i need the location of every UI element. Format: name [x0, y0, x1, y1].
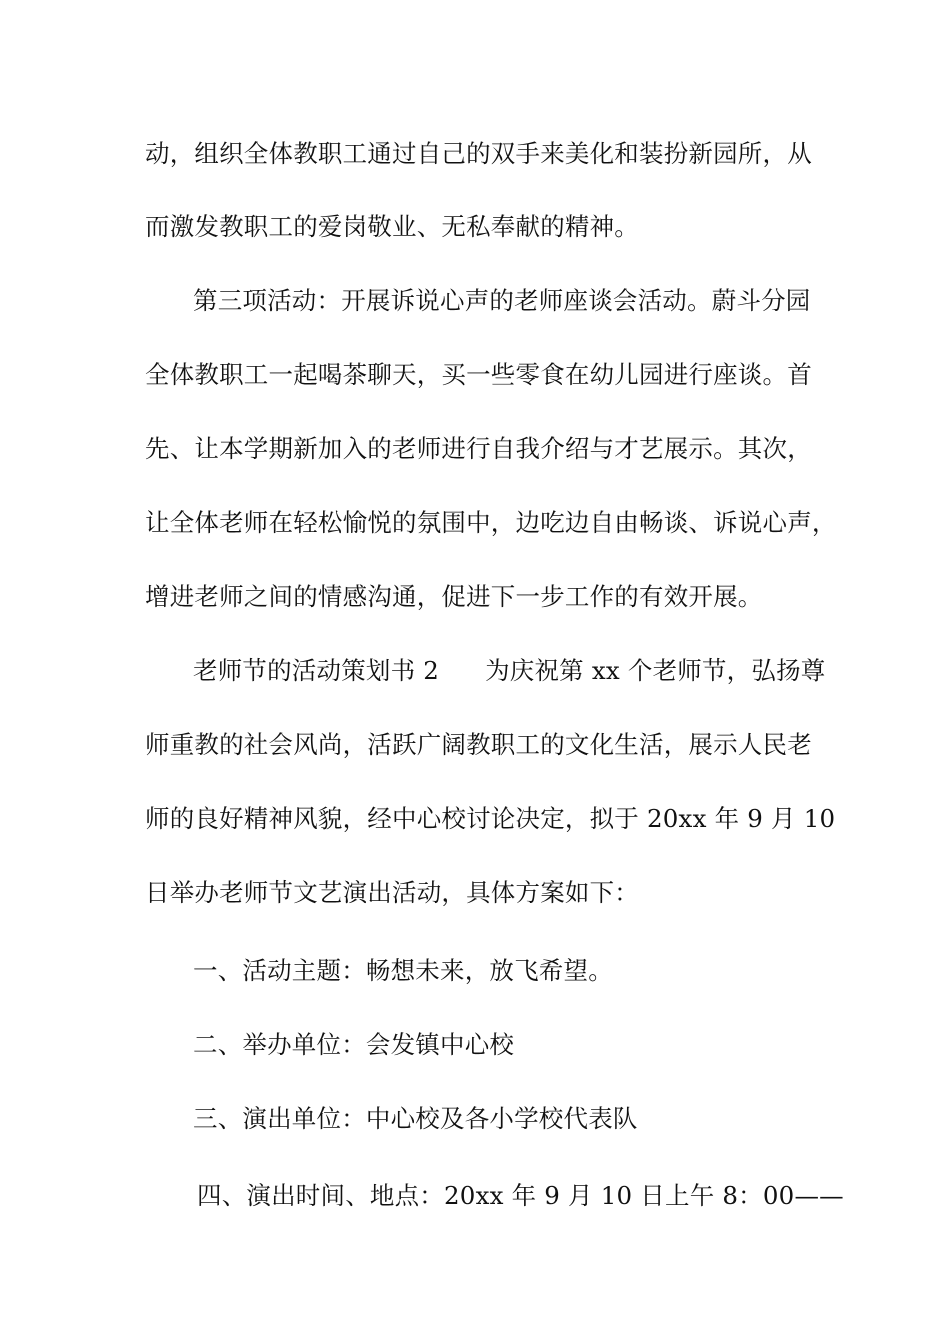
body-text-line: 先、让本学期新加入的老师进行自我介绍与才艺展示。其次，: [145, 434, 812, 463]
section-title: 老师节的活动策划书 2: [193, 656, 440, 685]
body-text-line: 全体教职工一起喝茶聊天，买一些零食在幼儿园进行座谈。首: [145, 360, 812, 389]
body-text-line: 动，组织全体教职工通过自己的双手来美化和装扮新园所，从: [145, 139, 812, 168]
body-text-line: 增进老师之间的情感沟通，促进下一步工作的有效开展。: [145, 582, 763, 611]
body-text-line: 而激发教职工的爱岗敬业、无私奉献的精神。: [145, 212, 639, 241]
section-heading-line: [193, 656, 826, 686]
list-item: 一、活动主题：畅想未来，放飞希望。: [193, 956, 613, 985]
body-text-line: 师重教的社会风尚，活跃广阔教职工的文化生活，展示人民老: [145, 730, 812, 759]
list-item: 三、演出单位：中心校及各小学校代表队: [193, 1104, 638, 1133]
body-text-line: 日举办老师节文艺演出活动，具体方案如下：: [145, 878, 639, 907]
paragraph-first-line: 第三项活动：开展诉说心声的老师座谈会活动。蔚斗分园: [193, 286, 811, 315]
body-text-line: 师的良好精神风貌，经中心校讨论决定，拟于 20xx 年 9 月 10: [145, 804, 836, 833]
body-text-line: 让全体老师在轻松愉悦的氛围中，边吃边自由畅谈、诉说心声，: [145, 508, 837, 537]
paragraph-start: 为庆祝第 xx 个老师节，弘扬尊: [485, 656, 826, 685]
list-item: 四、演出时间、地点：20xx 年 9 月 10 日上午 8：00——: [197, 1181, 844, 1210]
list-item: 二、举办单位：会发镇中心校: [193, 1030, 515, 1059]
